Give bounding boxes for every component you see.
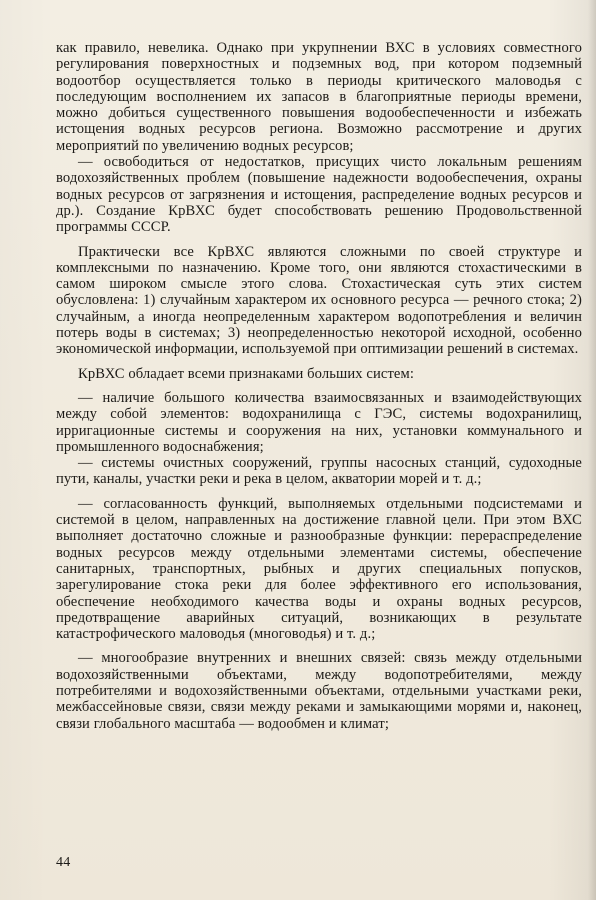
page-text-block <box>56 40 582 732</box>
paragraph-2: — освободиться от недостатков, присущих чисто локальным решениям водохозяйственных проблем (повышение надежности водообеспечения, охраны водных ресурсов от загрязнения и истощения, распределение водных ресурсов и др.). Создание КрВХС будет способствовать решению Продовольственной программы СССР. <box>56 154 582 236</box>
paragraph-8: — многообразие внутренних и внешних связей: связь между отдельными водохозяйственными объектами, между водопотребителями, между потребителями и водохозяйственными объектами, отдельными участками реки, межбассейновые связи, связи между реками и замыкающими морями и, наконец, связи глобального масштаба — водообмен и климат; <box>56 650 582 732</box>
paragraph-3: Практически все КрВХС являются сложными по своей структуре и комплексными по назначению. Кроме того, они являются стохастическими в самом широком смысле этого слова. Стохастическая суть этих систем обусловлена: 1) случайным характером их основного ресурса — речного стока; 2) случайным, а иногда неопределенным характером водопотребления и величин потерь воды в системах; 3) неопределенностью некоторой исходной, особенно экономической информации, используемой при оптимизации решений в системах. <box>56 243 582 358</box>
page-edge-shadow <box>588 0 596 900</box>
page-number: 44 <box>56 855 71 870</box>
paragraph-5: — наличие большого количества взаимосвязанных и взаимодействующих между собой элементов: водохранилища с ГЭС, системы водохранилищ, ирригационные системы и сооружения на них, установки коммунального и промышленного водоснабжения; <box>56 389 582 455</box>
paragraph-7: — согласованность функций, выполняемых отдельными подсистемами и системой в целом, направленных на достижение главной цели. При этом ВХС выполняет достаточно сложные и разнообразные функции: перераспределение водных ресурсов между отдельными элементами системы, обеспечение санитарных, транспортных, рыбных и других специальных попусков, зарегулирование стока реки для более эффективного его использования, обеспечение необходимого качества воды и охраны водных ресурсов, предотвращение аварийных ситуаций, возникающих в результате катастрофического маловодья (многоводья) и т. д.; <box>56 495 582 643</box>
paragraph-1: как правило, невелика. Однако при укрупнении ВХС в условиях совместного регулирования поверхностных и подземных вод, при котором подземный водоотбор осуществляется только в периоды критического маловодья с последующим восполнением их запасов в благоприятные периоды времени, можно добиться существенного повышения водообеспеченности и избежать истощения водных ресурсов региона. Возможно рассмотрение и других мероприятий по увеличению водных ресурсов; <box>56 40 582 154</box>
paragraph-6: — системы очистных сооружений, группы насосных станций, судоходные пути, каналы, участки реки и река в целом, акватории морей и т. д.; <box>56 455 582 488</box>
paragraph-4: КрВХС обладает всеми признаками больших систем: <box>78 365 415 382</box>
